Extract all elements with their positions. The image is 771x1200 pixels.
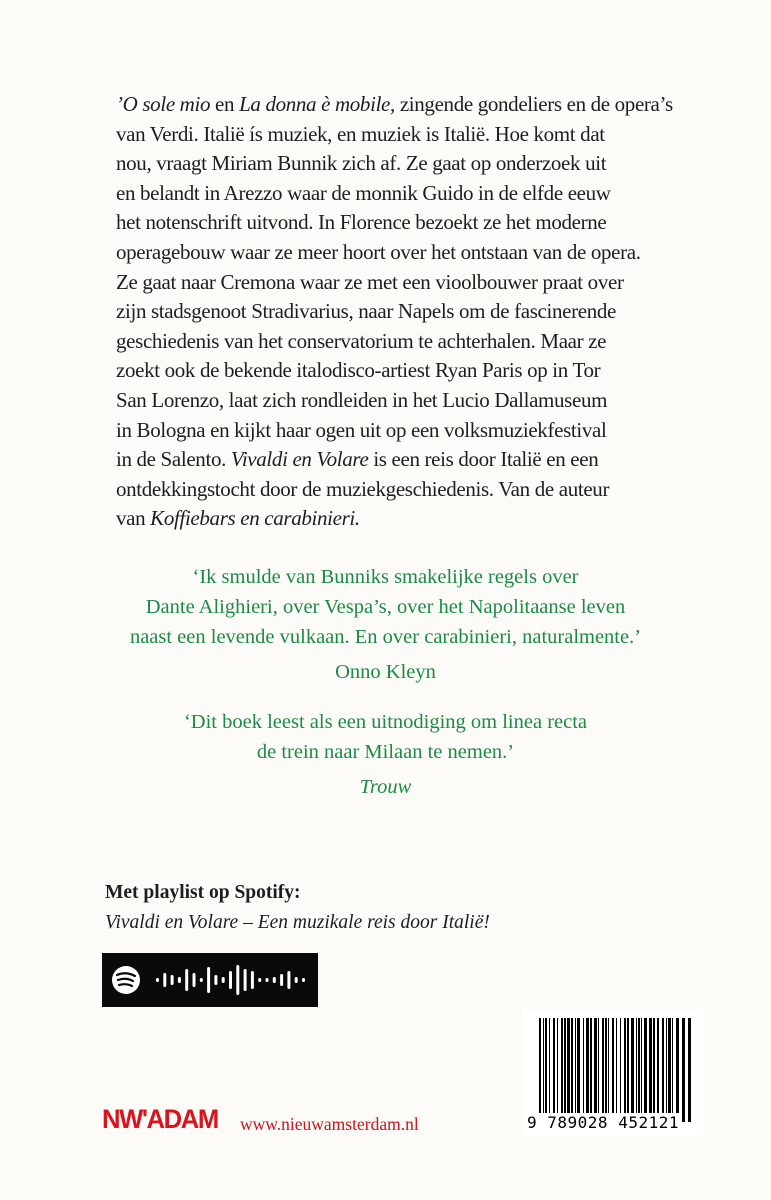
spotify-code-bar [214,975,217,985]
blurb-segment: nou, vraagt Miriam Bunnik zich af. Ze gaat op onderzoek uit [116,151,607,176]
blurb-segment: is een reis door Italië en een [368,447,599,472]
barcode-bar [668,1018,671,1122]
spotify-code-bar [295,977,298,983]
spotify-code-bar [185,969,188,991]
blurb-line [116,504,716,534]
barcode-bar [641,1018,642,1122]
spotify-code-bar [258,978,261,982]
barcode-bar [631,1018,634,1122]
barcode-bar [662,1018,664,1122]
barcode-bar [543,1018,544,1122]
isbn-barcode [523,1010,703,1136]
spotify-code-bar [156,978,159,982]
barcode-bar [598,1018,599,1122]
barcode-bar [638,1018,640,1122]
blurb-segment: in de Salento. [116,447,231,472]
title-italic: Koffiebars en carabinieri. [150,506,360,531]
barcode-bar [577,1018,580,1122]
blurb-segment: operagebouw waar ze meer hoort over het ontstaan van de opera. [116,239,641,264]
publisher-logo: NW'ADAM [102,1104,218,1134]
blurb-segment: ontdekkingstocht door de muziekgeschiedenis. Van de auteur [116,476,610,501]
blurb-line [116,238,716,268]
barcode-bar [545,1018,547,1122]
barcode-bar [644,1018,647,1122]
blurb-line [116,297,716,327]
blurb-segment: in Bologna en kijkt haar ogen uit op een volksmuziekfestival [116,417,607,442]
blurb-line [116,120,716,150]
barcode-bar [657,1018,659,1122]
blurb-segment: San Lorenzo, laat zich rondleiden in het Lucio Dallamuseum [116,387,608,412]
title-italic: Vivaldi en Volare [230,447,369,472]
barcode-bar [612,1018,614,1122]
publisher-url[interactable]: www.nieuwamsterdam.nl [240,1114,419,1134]
blurb-segment: zoekt ook de bekende italodisco-artiest Ryan Paris op in Tor [116,358,601,383]
isbn-number: 9 789028 452121 [527,1113,679,1132]
blurb-segment: Ze gaat naar Cremona waar ze met een vioolbouwer praat over [116,269,624,294]
barcode-bar [590,1018,592,1122]
barcode-bar [620,1018,621,1122]
title-italic: ’O sole mio [116,92,211,116]
blurb-segment: en belandt in Arezzo waar de monnik Guido in de elfde eeuw [116,180,611,205]
spotify-logo-icon [112,966,140,994]
blurb-line [116,149,716,179]
spotify-heading: Met playlist op Spotify: [105,882,301,903]
spotify-code-bar [280,974,283,986]
spotify-code-bar [229,971,232,989]
barcode-bar [688,1018,691,1122]
barcode-bar [602,1018,604,1122]
barcode-bar [624,1018,626,1122]
review-quote-1 [0,562,771,687]
quote-attribution: Trouw [359,776,412,798]
blurb-segment: van Verdi. Italië ís muziek, en muziek is Italië. Hoe komt dat [116,121,605,146]
barcode-bar [676,1018,679,1122]
barcode-bar [608,1018,609,1122]
barcode-bar [564,1018,566,1122]
barcode-bar [649,1018,652,1122]
spotify-code-bar [302,978,305,982]
quote-line: ‘Dit boek leest als een uitnodiging om linea recta [183,711,588,733]
blurb-segment: zijn stadsgenoot Stradivarius, naar Napels om de fascinerende [116,299,616,324]
spotify-code-icon [102,953,318,1007]
barcode-bar [539,1018,541,1122]
barcode-bar [627,1018,629,1122]
blurb-text [116,90,716,534]
quote-line: Dante Alighieri, over Vespa’s, over het Napolitaanse leven [145,596,626,618]
barcode-bar [605,1018,607,1122]
quote-line: ‘Ik smulde van Bunniks smakelijke regels over [192,566,579,588]
barcode-bar [682,1018,685,1122]
blurb-line [116,356,716,386]
barcode-bar [583,1018,584,1122]
barcode-bar [567,1018,570,1122]
barcode-bar [636,1018,637,1122]
barcode-bar [653,1018,655,1122]
barcode-bar [549,1018,550,1122]
spotify-code-bar [222,977,225,983]
barcode-bar [575,1018,576,1122]
spotify-code-bar [244,969,247,991]
barcode-bar [561,1018,563,1122]
spotify-code[interactable] [102,953,318,1007]
barcode-bar [616,1018,617,1122]
blurb-line [116,268,716,298]
spotify-code-bar [266,978,269,982]
spotify-code-bar [171,975,174,985]
barcode-bar [553,1018,555,1122]
blurb-segment: van [116,506,151,531]
quote-line: naast een levende vulkaan. En over carabinieri, naturalmente.’ [129,626,642,648]
blurb-segment: en [210,92,240,116]
spotify-code-bar [207,967,210,993]
spotify-code-bar [236,965,239,995]
spotify-code-bar [163,973,166,987]
spotify-code-bar [200,978,203,982]
spotify-code-bar [287,971,290,989]
spotify-code-bar [193,973,196,987]
blurb-line [116,327,716,357]
quote-attribution: Onno Kleyn [335,661,436,683]
barcode-bar [666,1018,667,1122]
blurb-segment: , zingende gondeliers en de opera’s [390,92,673,116]
blurb-segment: het notenschrift uitvond. In Florence bezoekt ze het moderne [116,210,607,235]
spotify-code-bar [251,971,254,989]
spotify-playlist-name: Vivaldi en Volare – Een muzikale reis door Italië! [105,912,490,933]
blurb-line [116,90,716,120]
barcode-bar [594,1018,597,1122]
blurb-segment: geschiedenis van het conservatorium te achterhalen. Maar ze [116,328,607,353]
barcode-bar [571,1018,573,1122]
blurb-line [116,475,716,505]
quote-line: de trein naar Milaan te nemen.’ [256,741,515,763]
spotify-code-bar [273,977,276,983]
blurb-line [116,208,716,238]
spotify-code-bar [178,977,181,983]
blurb-line [116,386,716,416]
barcode-bar [586,1018,589,1122]
title-italic: La donna è mobile [239,92,391,116]
blurb-line [116,445,716,475]
blurb-line [116,179,716,209]
blurb-line [116,416,716,446]
review-quote-2 [0,707,771,802]
barcode-bar [557,1018,558,1122]
barcode-bar [672,1018,673,1122]
